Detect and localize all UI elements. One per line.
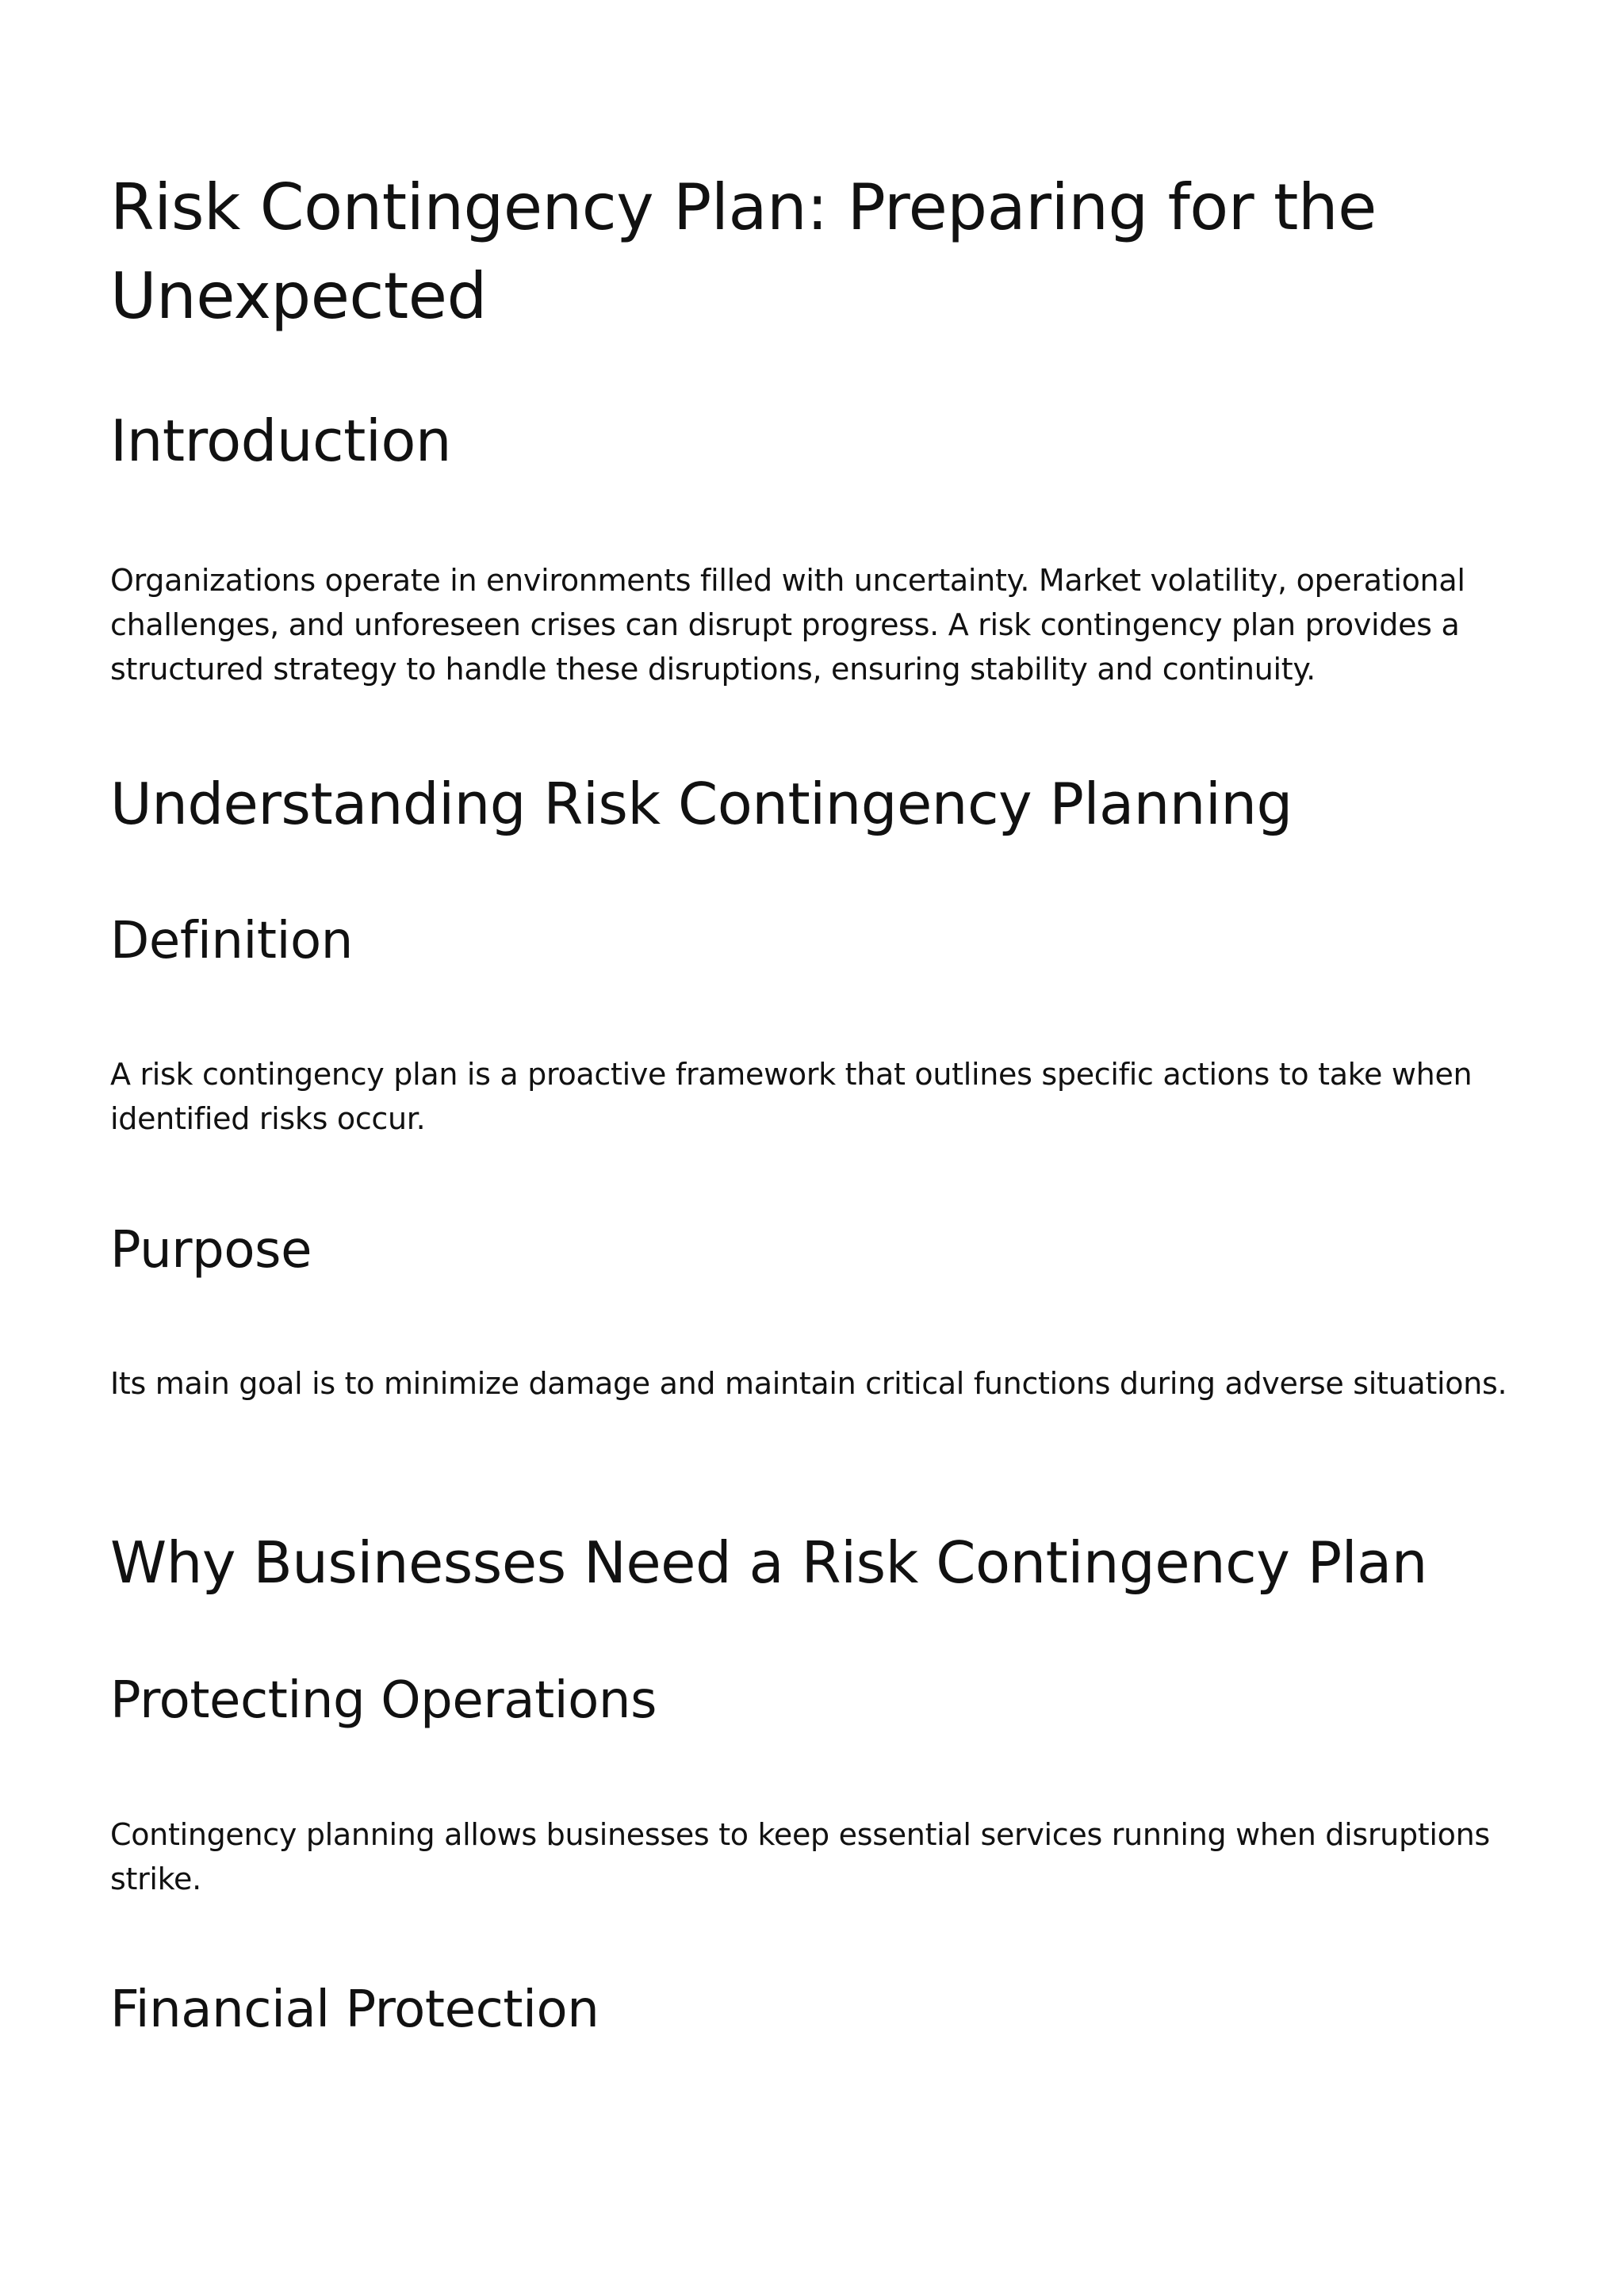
paragraph-protecting-operations: Contingency planning allows businesses to keep essential services running when disruptions strike. bbox=[110, 1817, 1490, 1896]
document-title: Risk Contingency Plan: Preparing for the Unexpected bbox=[110, 170, 1377, 333]
paragraph-definition: A risk contingency plan is a proactive framework that outlines specific actions to take when identified risks occur. bbox=[110, 1057, 1473, 1136]
subsection-heading-definition: Definition bbox=[110, 912, 353, 970]
section-heading-understanding: Understanding Risk Contingency Planning bbox=[110, 771, 1293, 837]
section-heading-introduction: Introduction bbox=[110, 408, 452, 474]
paragraph-introduction: Organizations operate in environments filled with uncertainty. Market volatility, operational challenges, and unforeseen crises can disrupt progress. A risk contingency plan provides a structured strategy to handle these disruptions, ensuring stability and continuity. bbox=[110, 563, 1465, 687]
paragraph-purpose: Its main goal is to minimize damage and maintain critical functions during adverse situations. bbox=[110, 1366, 1507, 1401]
subsection-heading-protecting-operations: Protecting Operations bbox=[110, 1671, 657, 1730]
subsection-heading-purpose: Purpose bbox=[110, 1221, 312, 1280]
section-heading-why-need: Why Businesses Need a Risk Contingency Plan bbox=[110, 1529, 1427, 1596]
subsection-heading-financial-protection: Financial Protection bbox=[110, 1980, 599, 2039]
